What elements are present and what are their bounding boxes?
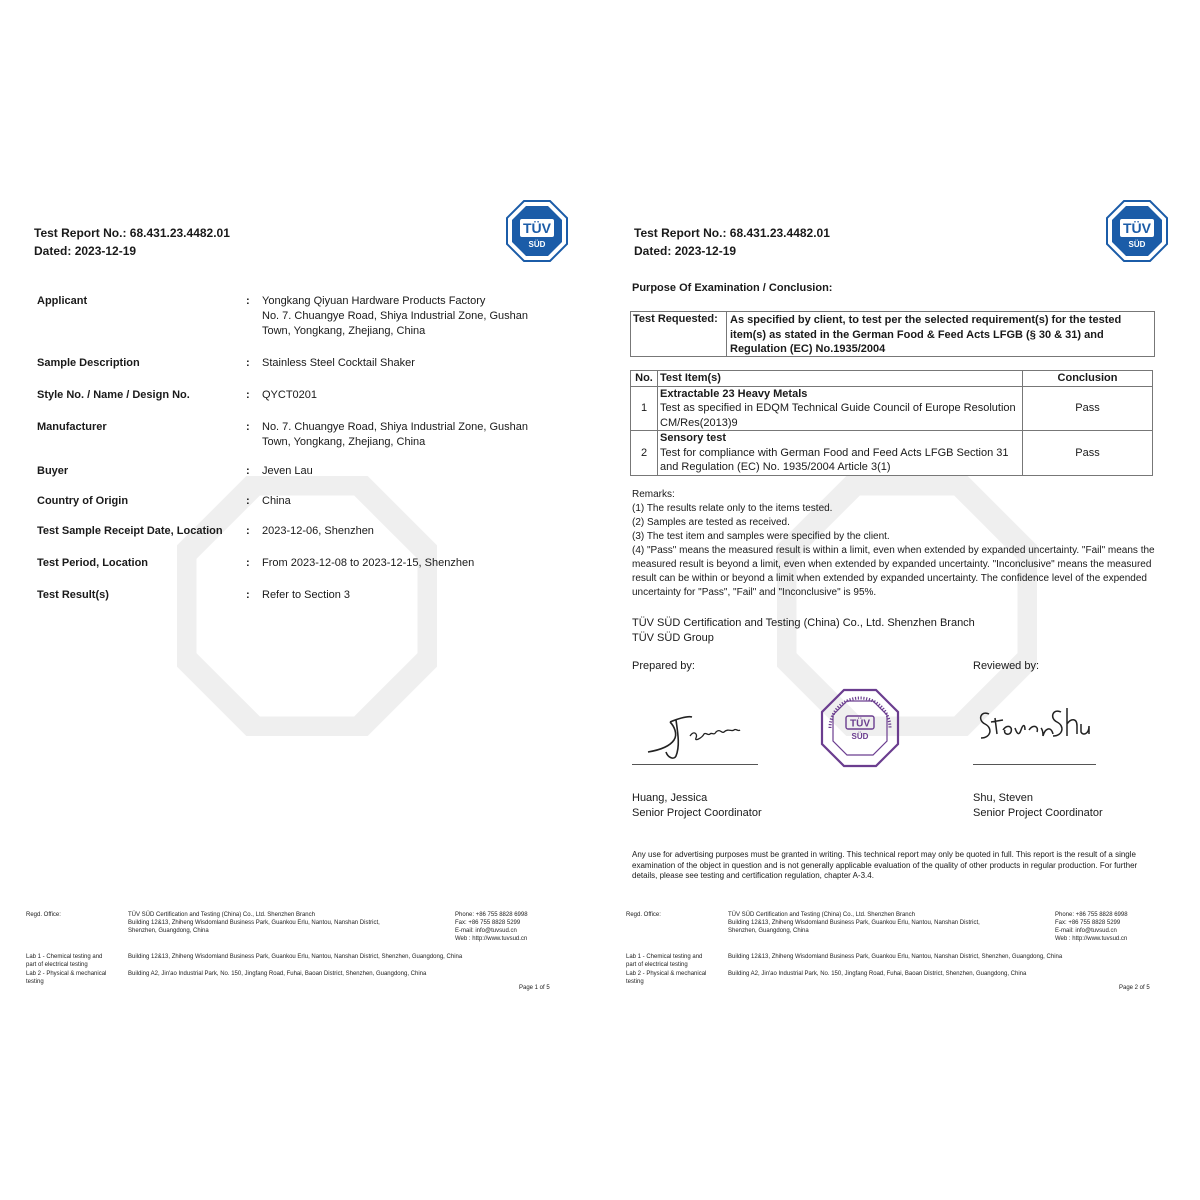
report-number: 68.431.23.4482.01 [729, 226, 830, 240]
info-label: Test Sample Receipt Date, Location [37, 525, 223, 537]
prepared-title: Senior Project Coordinator [632, 807, 762, 819]
test-requested-box [630, 311, 1155, 357]
info-value [262, 464, 542, 479]
item-detail-line: and Regulation (EC) No. 1935/2004 Article 3(1) [660, 461, 891, 473]
info-value-line: Refer to Section 3 [262, 589, 351, 601]
footer-lab2-label [626, 970, 721, 986]
tuv-sud-logo-icon [506, 200, 568, 262]
footer-fax: Fax: +86 755 8828 5299 [455, 920, 521, 926]
tuv-sud-logo-icon [1106, 200, 1168, 262]
company-line: TÜV SÜD Certification and Testing (China) Co., Ltd. Shenzhen Branch [632, 617, 975, 629]
prepared-name: Huang, Jessica [632, 792, 708, 804]
footer-phone: Phone: +86 755 8828 6998 [455, 912, 528, 918]
report-dated-label: Dated: [34, 244, 72, 258]
footer-web: Web : http://www.tuvsud.cn [455, 936, 528, 942]
info-value-line: Town, Yongkang, Zhejiang, China [262, 325, 426, 337]
info-colon: : [246, 525, 250, 537]
remark-item: (4) "Pass" means the measured result is within a limit, even when extended by expanded uncertainty. "Fail" means the measured result is beyond a limit, even when extended by expanded uncertainty. "Inconclusive" means the measured result can be within or beyond a limit when extended by expanded uncertainty. The confidence level of the expended uncertainty for "Pass", "Fail" and "Inconclusive" is 95%. [632, 545, 1155, 598]
reviewed-title: Senior Project Coordinator [973, 807, 1103, 819]
footer-lab1-label-line: Lab 1 - Chemical testing and [26, 954, 103, 960]
info-colon: : [246, 495, 250, 507]
info-value-line: Yongkang Qiyuan Hardware Products Factory [262, 295, 486, 307]
logo-text-sud: SÜD [1128, 240, 1146, 249]
info-value [262, 420, 542, 450]
footer-fax: Fax: +86 755 8828 5299 [1055, 920, 1121, 926]
signature-steven-shu [975, 700, 1095, 750]
info-label: Applicant [37, 295, 88, 307]
info-colon: : [246, 295, 250, 307]
footer-lab1-label-line: Lab 1 - Chemical testing and [626, 954, 703, 960]
footer-email: E-mail: info@tuvsud.cn [1055, 928, 1117, 934]
report-date: 2023-12-19 [674, 244, 737, 258]
info-value-line: 2023-12-06, Shenzhen [262, 525, 374, 537]
company-seal-stamp-icon [820, 688, 900, 768]
footer-regd-line: Building 12&13, Zhiheng Wisdomland Business Park, Guankou Erlu, Nantou, Nanshan District, [728, 920, 980, 926]
table-row [631, 386, 1153, 431]
footer-lab1-label [626, 953, 721, 969]
info-value [262, 524, 542, 539]
info-value-line: Town, Yongkang, Zhejiang, China [262, 436, 426, 448]
info-colon: : [246, 421, 250, 433]
footer-lab1-address: Building 12&13, Zhiheng Wisdomland Business Park, Guankou Erlu, Nantou, Nanshan District, Shenzhen, Guangdong, China [728, 954, 1063, 960]
purpose-title: Purpose Of Examination / Conclusion: [632, 282, 833, 294]
report-number: 68.431.23.4482.01 [129, 226, 230, 240]
info-label: Test Period, Location [37, 557, 149, 569]
page-number: Page 1 of 5 [519, 985, 550, 991]
info-label: Sample Description [37, 357, 140, 369]
table-header-row [631, 371, 1153, 387]
info-value [262, 294, 542, 339]
reviewed-by-label: Reviewed by: [973, 660, 1040, 672]
info-value [262, 494, 542, 509]
footer-lab2-label-line: testing [626, 979, 644, 985]
logo-text-tuv: TÜV [1123, 220, 1151, 236]
page-footer [26, 911, 566, 987]
prepared-by-signer [632, 791, 762, 821]
footer-regd-label: Regd. Office: [626, 912, 661, 918]
logo-text-tuv: TÜV [523, 220, 551, 236]
disclaimer-text: Any use for advertising purposes must be granted in writing. This technical report may only be quoted in full. This report is the result of a single examination of the object in question and is not generally applicable evaluation of the quality of other products in regular production. For further details, please see testing and certification regulation, chapter A-3.4. [632, 850, 1138, 880]
footer-regd-line: Building 12&13, Zhiheng Wisdomland Business Park, Guankou Erlu, Nantou, Nanshan District, [128, 920, 380, 926]
info-value-line: Jeven Lau [262, 465, 313, 477]
info-label: Country of Origin [37, 495, 129, 507]
footer-email: E-mail: info@tuvsud.cn [455, 928, 517, 934]
info-value-line: From 2023-12-08 to 2023-12-15, Shenzhen [262, 557, 475, 569]
reviewed-by-signer [973, 791, 1103, 821]
item-title: Sensory test [660, 432, 727, 444]
report-dated-label: Dated: [634, 244, 672, 258]
page-footer [626, 911, 1166, 987]
prepared-by-label: Prepared by: [632, 660, 695, 672]
test-requested-line: item(s) as stated in the German Food & Feed Acts LFGB (§ 30 & 31) and [730, 328, 1104, 341]
svg-text:SÜD: SÜD [851, 732, 869, 741]
column-header-conclusion: Conclusion [1023, 371, 1153, 387]
page-number: Page 2 of 5 [1119, 985, 1150, 991]
info-value-line: China [262, 495, 291, 507]
info-label: Style No. / Name / Design No. [37, 389, 190, 401]
info-value [262, 356, 542, 371]
item-number: 2 [631, 431, 658, 476]
test-items-table [630, 370, 1153, 476]
remark-item: (3) The test item and samples were specified by the client. [632, 531, 890, 542]
remarks-title: Remarks: [632, 489, 675, 500]
footer-lab1-label-line: part of electrical testing [26, 962, 88, 968]
test-requested-line: Regulation (EC) No.1935/2004 [730, 343, 886, 355]
info-colon: : [246, 465, 250, 477]
test-requested-label: Test Requested: [631, 312, 727, 356]
remark-item: (2) Samples are tested as received. [632, 517, 790, 528]
info-colon: : [246, 389, 250, 401]
footer-regd-address [128, 911, 448, 935]
info-value-line: Stainless Steel Cocktail Shaker [262, 357, 415, 369]
footer-phone: Phone: +86 755 8828 6998 [1055, 912, 1128, 918]
column-header-test-item: Test Item(s) [658, 371, 1023, 387]
footer-lab2-address: Building A2, Jin'ao Industrial Park, No. 150, Jingfang Road, Fuhai, Baoan District, Shenzhen, Guangdong, China [728, 971, 1027, 977]
svg-text:TÜV: TÜV [850, 718, 870, 730]
report-header [634, 224, 830, 260]
footer-contact [1055, 911, 1165, 943]
logo-text-sud: SÜD [528, 240, 546, 249]
footer-regd-label: Regd. Office: [26, 912, 61, 918]
column-header-no: No. [631, 371, 658, 387]
test-requested-line: As specified by client, to test per the selected requirement(s) for the tested [730, 314, 1122, 326]
tuv-sud-watermark-icon [177, 476, 437, 736]
item-description [658, 431, 1023, 476]
info-colon: : [246, 357, 250, 369]
footer-contact [455, 911, 565, 943]
footer-lab1-address: Building 12&13, Zhiheng Wisdomland Business Park, Guankou Erlu, Nantou, Nanshan District, Shenzhen, Guangdong, China [128, 954, 463, 960]
info-label: Manufacturer [37, 421, 107, 433]
info-colon: : [246, 589, 250, 601]
company-line: TÜV SÜD Group [632, 632, 714, 644]
signature-line [632, 764, 758, 765]
table-row [631, 431, 1153, 476]
report-number-label: Test Report No.: [634, 226, 727, 240]
item-detail-line: Test for compliance with German Food and Feed Acts LFGB Section 31 [660, 446, 1009, 459]
info-label: Test Result(s) [37, 589, 109, 601]
footer-lab2-label-line: Lab 2 - Physical & mechanical [26, 971, 107, 977]
footer-regd-line: Shenzhen, Guangdong, China [128, 928, 209, 934]
item-description [658, 386, 1023, 431]
test-requested-text [730, 313, 1148, 357]
item-title: Extractable 23 Heavy Metals [660, 387, 808, 400]
signature-jessica [640, 700, 760, 760]
remarks-section [632, 488, 1157, 600]
footer-lab2-label-line: testing [26, 979, 44, 985]
report-page-2 [600, 0, 1200, 1200]
item-number: 1 [631, 386, 658, 431]
footer-regd-line: TÜV SÜD Certification and Testing (China) Co., Ltd. Shenzhen Branch [728, 912, 915, 918]
info-value-line: QYCT0201 [262, 389, 318, 401]
company-name [632, 616, 975, 646]
info-value-line: No. 7. Chuangye Road, Shiya Industrial Zone, Gushan [262, 310, 528, 322]
signature-line [973, 764, 1096, 765]
footer-lab1-label-line: part of electrical testing [626, 962, 688, 968]
footer-regd-line: TÜV SÜD Certification and Testing (China) Co., Ltd. Shenzhen Branch [128, 912, 315, 918]
info-value [262, 556, 542, 571]
item-conclusion: Pass [1023, 386, 1153, 431]
info-value-line: No. 7. Chuangye Road, Shiya Industrial Zone, Gushan [262, 421, 528, 433]
item-detail-line: Test as specified in EDQM Technical Guide Council of Europe Resolution [660, 402, 1016, 414]
item-detail-line: CM/Res(2013)9 [660, 416, 738, 429]
footer-lab1-label [26, 953, 121, 969]
footer-regd-line: Shenzhen, Guangdong, China [728, 928, 809, 934]
info-colon: : [246, 557, 250, 569]
footer-regd-address [728, 911, 1048, 935]
report-header [34, 224, 230, 260]
report-number-label: Test Report No.: [34, 226, 127, 240]
info-value [262, 588, 542, 603]
footer-lab2-address: Building A2, Jin'ao Industrial Park, No. 150, Jingfang Road, Fuhai, Baoan District, Shenzhen, Guangdong, China [128, 971, 427, 977]
report-date: 2023-12-19 [74, 244, 137, 258]
info-label: Buyer [37, 465, 69, 477]
footer-web: Web : http://www.tuvsud.cn [1055, 936, 1128, 942]
footer-lab2-label [26, 970, 121, 986]
reviewed-name: Shu, Steven [973, 792, 1033, 804]
info-value [262, 388, 542, 403]
footer-lab2-label-line: Lab 2 - Physical & mechanical [626, 971, 707, 977]
item-conclusion: Pass [1023, 431, 1153, 476]
remark-item: (1) The results relate only to the items tested. [632, 503, 833, 514]
